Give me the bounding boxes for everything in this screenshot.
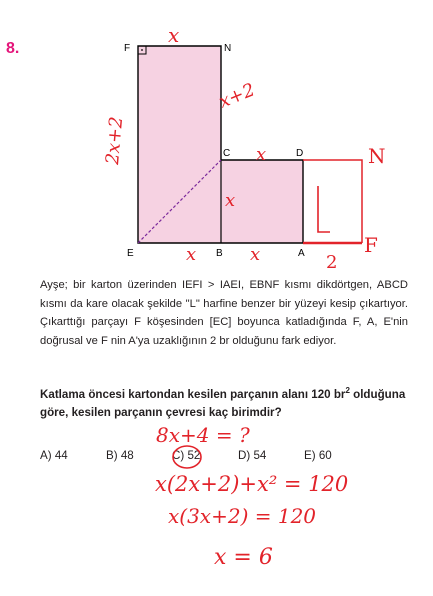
hw-top-side: x bbox=[168, 23, 180, 47]
hw-right-upper: x+2 bbox=[216, 79, 258, 113]
answer-options bbox=[40, 449, 400, 462]
hw-ba-label: x bbox=[250, 244, 261, 265]
hw-equation-2: x(2x+2)+x² = 120 bbox=[155, 472, 349, 496]
option-b[interactable]: B) 48 bbox=[106, 449, 134, 462]
hw-equation-1: 8x+4 = ? bbox=[156, 423, 250, 447]
question-part2: olduğuna göre, kesilen parçanın çevresi kaç birimdir? bbox=[40, 387, 406, 420]
hw-cd-label: x bbox=[256, 144, 267, 165]
l-shape-figure bbox=[0, 0, 433, 275]
hw-af-label: 2 bbox=[326, 252, 338, 273]
option-e[interactable]: E) 60 bbox=[304, 449, 332, 462]
hw-n-label: N bbox=[368, 144, 386, 168]
label-n: N bbox=[224, 43, 232, 54]
hw-square-inner: x bbox=[225, 190, 236, 211]
option-a[interactable]: A) 44 bbox=[40, 449, 68, 462]
hw-equation-4: x = 6 bbox=[214, 545, 273, 570]
option-d[interactable]: D) 54 bbox=[238, 449, 267, 462]
problem-paragraph: Ayşe; bir karton üzerinden IEFI > IAEI, EBNF kısmı dikdörtgen, ABCD kısmı da kare olacak şekilde "L" harfine benzer bir yüzeyi kesip çıkartıyor. Çıkarttığı parçayı F köşesinden [EC] boyunca katladığında F, A, E'nin doğrusal ve F nin A'ya uzaklığının 2 br olduğunu fark ediyor. bbox=[40, 279, 408, 347]
label-b: B bbox=[216, 248, 223, 259]
label-f: F bbox=[124, 43, 131, 54]
label-c: C bbox=[223, 148, 231, 159]
option-c[interactable]: C) 52 bbox=[172, 449, 201, 462]
hw-f-label: F bbox=[364, 233, 378, 257]
question-part1: Katlama öncesi kartondan kesilen parçanın alanı 120 br bbox=[40, 387, 346, 401]
label-d: D bbox=[296, 148, 304, 159]
extension-square bbox=[303, 160, 362, 243]
problem-text bbox=[40, 276, 408, 350]
hw-equation-3: x(3x+2) = 120 bbox=[168, 504, 317, 528]
hw-left-side: 2x+2 bbox=[102, 115, 128, 166]
question-superscript: 2 bbox=[345, 386, 350, 395]
question-number: 8. bbox=[6, 40, 20, 57]
label-a: A bbox=[298, 248, 305, 259]
hw-eb-label: x bbox=[186, 244, 197, 265]
question-text bbox=[40, 382, 408, 423]
label-e: E bbox=[127, 248, 134, 259]
